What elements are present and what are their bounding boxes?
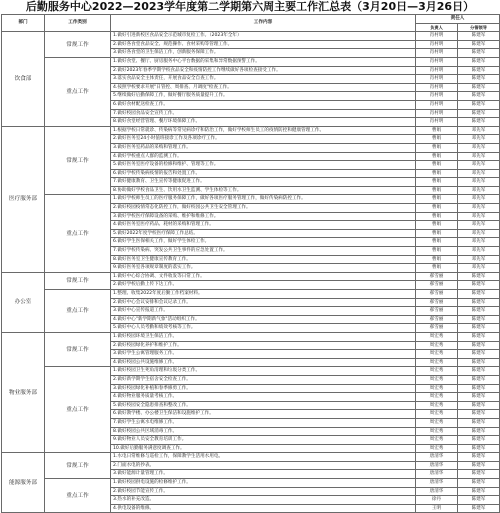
work-content-cell: 1.水电日常维修与巡检工作，保障教学生活用水用电。	[111, 453, 416, 462]
category-cell: 常规工作	[45, 272, 111, 289]
leader-cell: 周宏秀	[416, 384, 458, 393]
document-title: 后勤服务中心2022—2023学年度第二学期第六周主要工作汇总表（3月20日—3月26日）	[25, 0, 475, 13]
leader-cell: 肖村明	[416, 66, 458, 75]
work-content-cell: 3.做好校园绿化补植和春季修剪工作。	[111, 384, 416, 393]
work-content-cell: 3.做好医务室药品的采购和管理工作。	[111, 143, 416, 152]
leader-cell: 肖村明	[416, 32, 458, 41]
leader-cell: 周宏秀	[416, 375, 458, 384]
supervisor-cell: 陈建军	[458, 358, 500, 367]
leader-cell: 唐清华	[416, 453, 458, 462]
supervisor-cell: 陈建军	[458, 375, 500, 384]
header-category: 工作类别	[45, 15, 111, 32]
leader-cell: 周宏秀	[416, 418, 458, 427]
work-content-cell: 6.做好学生医保相关工作，做好学生体检工作。	[111, 238, 416, 247]
supervisor-cell: 陈建军	[458, 118, 500, 127]
work-content-cell: 2.做好校园节能宣传工作。	[111, 487, 416, 496]
work-content-cell: 4.做好物业服务质量考核工作。	[111, 393, 416, 402]
table-body	[2, 32, 500, 513]
leader-cell: 曹娟	[416, 143, 458, 152]
work-content-cell: 8.做好医务室卫生健康宣传教育工作。	[111, 255, 416, 264]
supervisor-cell: 邓先军	[458, 221, 500, 230]
supervisor-cell: 邓先军	[458, 204, 500, 213]
category-cell: 重点工作	[45, 479, 111, 513]
leader-cell: 周宏秀	[416, 427, 458, 436]
supervisor-cell: 陈建军	[458, 350, 500, 359]
work-content-cell: 4.按照学校要求开展"日管控、周排查、月调度"检查工作。	[111, 83, 416, 92]
supervisor-cell: 邓先军	[458, 169, 500, 178]
leader-cell: 郝雪丽	[416, 315, 458, 324]
supervisor-cell: 邓先军	[458, 143, 500, 152]
work-content-cell: 1.做好校园供电设施的检修维护工作。	[111, 479, 416, 488]
work-content-cell: 8.做好校园公共区域消毒工作。	[111, 427, 416, 436]
work-content-cell: 1.做好学校师生员工的医疗服务保障工作，做好各项医疗服务管理工作，做好传染病防控工作。	[111, 195, 416, 204]
leader-cell: 曹娟	[416, 152, 458, 161]
leader-cell: 曹娟	[416, 195, 458, 204]
table-row	[2, 453, 500, 462]
work-content-cell: 2.做好各食堂食品安全、规范操作、食材采购等管理工作。	[111, 40, 416, 49]
supervisor-cell: 陈建军	[458, 453, 500, 462]
supervisor-cell: 邓先军	[458, 229, 500, 238]
supervisor-cell: 陈建军	[458, 487, 500, 496]
work-content-cell: 3.做好中心宣传报道工作。	[111, 307, 416, 316]
leader-cell: 肖村明	[416, 57, 458, 66]
header-row	[2, 15, 500, 24]
leader-cell: 曹娟	[416, 264, 458, 273]
supervisor-cell: 陈建军	[458, 470, 500, 479]
work-content-cell: 8.协助做好学校食品卫生、饮用水卫生监测、学生体检等工作。	[111, 186, 416, 195]
supervisor-cell: 陈建军	[458, 40, 500, 49]
leader-cell: 曹娟	[416, 178, 458, 187]
supervisor-cell: 陈建军	[458, 307, 500, 316]
leader-cell: 曹娟	[416, 126, 458, 135]
work-content-cell: 6.做好学校传染病疫情的报告和处置工作。	[111, 169, 416, 178]
supervisor-cell: 陈建军	[458, 109, 500, 118]
table-row	[2, 32, 500, 41]
header-content: 工作内容	[111, 15, 416, 32]
supervisor-cell: 邓先军	[458, 212, 500, 221]
supervisor-cell: 邓先军	[458, 195, 500, 204]
supervisor-cell: 邓先军	[458, 238, 500, 247]
work-content-cell: 5.做好校园安全隐患排查和整改工作。	[111, 401, 416, 410]
supervisor-cell: 陈建军	[458, 92, 500, 101]
supervisor-cell: 陈建军	[458, 427, 500, 436]
work-content-cell: 2.做好新学期学生宿舍安全检查工作。	[111, 375, 416, 384]
supervisor-cell: 陈建军	[458, 341, 500, 350]
header-supervisor: 分管领导	[458, 23, 500, 32]
leader-cell: 肖村明	[416, 40, 458, 49]
supervisor-cell: 邓先军	[458, 264, 500, 273]
leader-cell: 曹娟	[416, 221, 458, 230]
supervisor-cell: 陈建军	[458, 367, 500, 376]
work-content-cell: 7.做好学生公寓水电维修工作。	[111, 418, 416, 427]
table-row	[2, 332, 500, 341]
work-content-cell: 5.做好2022年度学校医疗保障工作总结。	[111, 229, 416, 238]
leader-cell: 曹娟	[416, 255, 458, 264]
dept-cell: 办公室	[2, 272, 45, 332]
supervisor-cell: 陈建军	[458, 479, 500, 488]
work-content-cell: 7.做好校园食品安全宣传工作。	[111, 109, 416, 118]
supervisor-cell: 陈建军	[458, 281, 500, 290]
table-row	[2, 126, 500, 135]
leader-cell: 曹娟	[416, 212, 458, 221]
table-row	[2, 290, 500, 299]
leader-cell: 郝雪丽	[416, 298, 458, 307]
leader-cell: 曹娟	[416, 247, 458, 256]
supervisor-cell: 陈建军	[458, 66, 500, 75]
header-leader: 负责人	[416, 23, 458, 32]
work-content-cell: 1.做好中心综合协调、文件收发等日常工作。	[111, 272, 416, 281]
leader-cell: 郝雪丽	[416, 324, 458, 333]
leader-cell: 周宏秀	[416, 393, 458, 402]
supervisor-cell: 邓先军	[458, 186, 500, 195]
leader-cell: 肖村明	[416, 100, 458, 109]
leader-cell: 周宏秀	[416, 350, 458, 359]
table-row	[2, 272, 500, 281]
leader-cell: 肖村明	[416, 92, 458, 101]
work-content-cell: 4.做好医务室医疗药品、耗材的采购和管理工作。	[111, 221, 416, 230]
leader-cell: 王明	[416, 504, 458, 513]
table-row	[2, 367, 500, 376]
work-content-cell: 3.做好各食堂的卫生保洁工作，创新服务保障工作。	[111, 49, 416, 58]
work-content-cell: 4.做好中心"新学期新气象"活动组织工作。	[111, 315, 416, 324]
dept-cell: 医疗服务部	[2, 126, 45, 272]
supervisor-cell: 陈建军	[458, 32, 500, 41]
work-content-cell: 2.门面水电的抄表。	[111, 461, 416, 470]
category-cell: 常规工作	[45, 126, 111, 195]
supervisor-cell: 陈建军	[458, 384, 500, 393]
work-content-cell: 2.做好医务室24小时值班接诊工作及各项诊疗工作。	[111, 135, 416, 144]
work-content-cell: 4.供电设备的维修。	[111, 504, 416, 513]
supervisor-cell: 陈建军	[458, 57, 500, 66]
work-content-cell: 1.根据学校日常就诊、传染病等常见病诊疗和防治工作，做好学校师生员工的疫情防控和健康管理工作。	[111, 126, 416, 135]
leader-cell: 肖村明	[416, 49, 458, 58]
leader-cell: 肖村明	[416, 75, 458, 84]
work-content-cell: 6.做好食材配送检查工作。	[111, 100, 416, 109]
leader-cell: 唐清华	[416, 487, 458, 496]
leader-cell: 曹娟	[416, 135, 458, 144]
leader-cell: 郝雪丽	[416, 281, 458, 290]
supervisor-cell: 邓先军	[458, 178, 500, 187]
dept-cell: 物业服务部	[2, 332, 45, 452]
leader-cell: 唐清华	[416, 479, 458, 488]
leader-cell: 曹娟	[416, 186, 458, 195]
supervisor-cell: 邓先军	[458, 161, 500, 170]
work-content-cell: 5.做好中心人员考勤和绩效考核等工作。	[111, 324, 416, 333]
supervisor-cell: 陈建军	[458, 83, 500, 92]
leader-cell: 周宏秀	[416, 341, 458, 350]
category-cell: 常规工作	[45, 332, 111, 366]
leader-cell: 唐清华	[416, 470, 458, 479]
work-content-cell: 2.做好学校后勤上传下达工作。	[111, 281, 416, 290]
table-row	[2, 479, 500, 488]
leader-cell: 郝雪丽	[416, 272, 458, 281]
work-content-cell: 4.做好学校重点人群的监测工作。	[111, 152, 416, 161]
leader-cell: 曹娟	[416, 229, 458, 238]
work-content-cell: 4.做好校园公共设施维修工作。	[111, 358, 416, 367]
work-content-cell: 5.做好医务室医疗设备的检修和维护、管理等工作。	[111, 161, 416, 170]
work-content-cell: 2.做好中心会议安排和会议记录工作。	[111, 298, 416, 307]
supervisor-cell: 陈建军	[458, 315, 500, 324]
work-content-cell: 2.做好校园疫情常态化防控工作，做好校园公共卫生安全管理工作。	[111, 204, 416, 213]
leader-cell: 周宏秀	[416, 401, 458, 410]
leader-cell: 肖村明	[416, 83, 458, 92]
dept-cell: 能源服务部	[2, 453, 45, 513]
work-content-cell: 5.继续做好后勤保障工作，做好餐厅服务质量提升工作。	[111, 92, 416, 101]
work-content-cell: 1.做好校园卫生死角清理和垃圾分类工作。	[111, 367, 416, 376]
supervisor-cell: 陈建军	[458, 436, 500, 445]
leader-cell: 徐丹	[416, 496, 458, 505]
leader-cell: 周宏秀	[416, 332, 458, 341]
supervisor-cell: 陈建军	[458, 332, 500, 341]
supervisor-cell: 陈建军	[458, 272, 500, 281]
category-cell: 常规工作	[45, 453, 111, 479]
work-content-cell: 1.做好校园环境卫生保洁工作。	[111, 332, 416, 341]
leader-cell: 曹娟	[416, 238, 458, 247]
supervisor-cell: 陈建军	[458, 298, 500, 307]
leader-cell: 郝雪丽	[416, 307, 458, 316]
supervisor-cell: 陈建军	[458, 75, 500, 84]
supervisor-cell: 邓先军	[458, 247, 500, 256]
dept-cell: 饮食部	[2, 32, 45, 127]
work-content-cell: 3.做好学生公寓管理服务工作。	[111, 350, 416, 359]
work-content-cell: 8.做好食堂经营管理、餐厅环境保障工作。	[111, 118, 416, 127]
supervisor-cell: 陈建军	[458, 401, 500, 410]
work-content-cell: 1.做好引进新校区食品安全示范城市复检工作。（2023年全年）	[111, 32, 416, 41]
work-content-cell: 2.做好2023年春季学期学校食品安全和疫情防控工作继续做好各项检查接受工作。	[111, 66, 416, 75]
leader-cell: 曹娟	[416, 161, 458, 170]
work-content-cell: 3.做好学校医疗保障设备的采购、维护和维修工作。	[111, 212, 416, 221]
leader-cell: 肖村明	[416, 109, 458, 118]
work-content-cell: 3.落实食品安全主体责任，开展食品安全自查工作。	[111, 75, 416, 84]
supervisor-cell: 陈建军	[458, 504, 500, 513]
supervisor-cell: 邓先军	[458, 152, 500, 161]
leader-cell: 郝雪丽	[416, 290, 458, 299]
leader-cell: 周宏秀	[416, 410, 458, 419]
work-content-cell: 6.做好教学楼、办公楼卫生保洁和设施维护工作。	[111, 410, 416, 419]
supervisor-cell: 陈建军	[458, 324, 500, 333]
category-cell: 重点工作	[45, 367, 111, 453]
work-content-cell: 9.做好医务室各项规章制度的落实工作。	[111, 264, 416, 273]
work-content-cell: 3.做好能源计量管理工作。	[111, 470, 416, 479]
leader-cell: 曹娟	[416, 204, 458, 213]
supervisor-cell: 陈建军	[458, 393, 500, 402]
header-dept: 部门	[2, 15, 45, 32]
category-cell: 常规工作	[45, 32, 111, 58]
leader-cell: 肖村明	[416, 118, 458, 127]
supervisor-cell: 陈建军	[458, 444, 500, 453]
leader-cell: 周宏秀	[416, 358, 458, 367]
supervisor-cell: 邓先军	[458, 135, 500, 144]
work-content-cell: 1.整理、收集2022年度后勤工作档案材料。	[111, 290, 416, 299]
leader-cell: 唐清华	[416, 461, 458, 470]
category-cell: 重点工作	[45, 290, 111, 333]
category-cell: 重点工作	[45, 195, 111, 272]
supervisor-cell: 陈建军	[458, 461, 500, 470]
work-content-cell: 10.做好后勤服务满意度调查工作。	[111, 444, 416, 453]
table-row	[2, 57, 500, 66]
work-content-cell: 7.做好学校传染病、突发公共卫生事件的应急处置工作。	[111, 247, 416, 256]
leader-cell: 曹娟	[416, 169, 458, 178]
leader-cell: 周宏秀	[416, 436, 458, 445]
supervisor-cell: 陈建军	[458, 496, 500, 505]
leader-cell: 周宏秀	[416, 444, 458, 453]
table-row	[2, 195, 500, 204]
supervisor-cell: 陈建军	[458, 49, 500, 58]
header-responsible: 责任人	[416, 15, 500, 24]
work-summary-table	[1, 14, 500, 513]
supervisor-cell: 陈建军	[458, 290, 500, 299]
category-cell: 重点工作	[45, 57, 111, 126]
supervisor-cell: 陈建军	[458, 100, 500, 109]
supervisor-cell: 邓先军	[458, 126, 500, 135]
work-content-cell: 1.做好食堂、餐厅、厨房服务中心平台数据的采集和异常数据预警工作。	[111, 57, 416, 66]
supervisor-cell: 邓先军	[458, 255, 500, 264]
work-content-cell: 2.做好校园绿化养护和维护工作。	[111, 341, 416, 350]
leader-cell: 周宏秀	[416, 367, 458, 376]
supervisor-cell: 陈建军	[458, 418, 500, 427]
supervisor-cell: 陈建军	[458, 410, 500, 419]
work-content-cell: 3.热水的补充改造。	[111, 496, 416, 505]
work-content-cell: 9.做好物业人员安全教育培训工作。	[111, 436, 416, 445]
work-content-cell: 7.做好健康教育、卫生宣传等健康促进工作。	[111, 178, 416, 187]
